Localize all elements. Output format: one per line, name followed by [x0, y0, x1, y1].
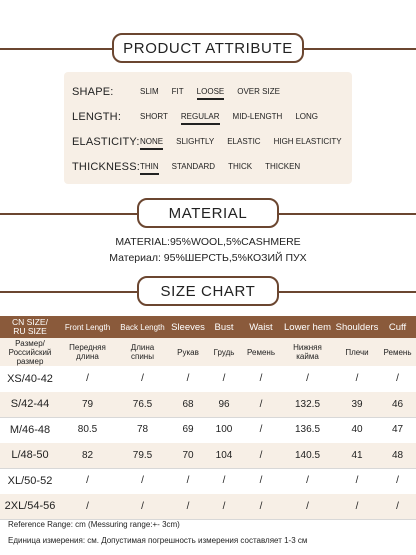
attribute-option: REGULAR [180, 112, 220, 121]
reference-note-en: Reference Range: cm (Messuring range:+- 3cm) [8, 520, 180, 529]
table-cell: 46 [391, 398, 404, 410]
table-cell: XS/40-42 [7, 372, 53, 385]
table-cell: 140.5 [294, 449, 321, 461]
table-cell: 100 [215, 424, 233, 436]
table-cell: / [306, 500, 309, 512]
table-cell: / [355, 475, 359, 487]
table-cell: / [141, 500, 144, 512]
table-cell: 41 [351, 449, 363, 461]
table-cell: / [355, 500, 359, 512]
table-row [0, 468, 416, 495]
table-cell: Ремень [247, 347, 275, 357]
attribute-option: THICK [228, 162, 253, 171]
header-rule-right [279, 213, 416, 215]
table-cell: Lower hem [284, 321, 331, 333]
attribute-label: THICKNESS: [72, 161, 141, 173]
attribute-option: STANDARD [171, 162, 216, 171]
attribute-label: ELASTICITY: [72, 136, 140, 148]
table-cell: Нижняя кайма [293, 343, 322, 361]
table-cell: Ремень [383, 347, 412, 357]
table-cell: / [355, 373, 359, 385]
table-cell: / [259, 424, 263, 436]
attribute-option: THIN [140, 162, 159, 171]
table-cell: 2XL/54-56 [4, 500, 56, 513]
table-cell: / [186, 373, 190, 385]
table-cell: 132.5 [294, 398, 321, 410]
table-cell: Cuff [388, 321, 407, 333]
table-cell: 68 [182, 398, 194, 410]
table-cell: 39 [351, 398, 363, 410]
table-cell: 80.5 [77, 424, 98, 436]
table-cell: / [186, 500, 190, 512]
size-chart-header [0, 276, 416, 306]
table-row [0, 443, 416, 470]
material-title: MATERIAL [137, 198, 279, 228]
attribute-option: FIT [171, 87, 184, 96]
table-cell: 40 [351, 424, 363, 436]
attribute-row [72, 157, 313, 177]
table-cell: / [86, 475, 89, 487]
header-rule-right [279, 291, 416, 293]
table-cell: 79.5 [132, 449, 153, 461]
table-row [0, 366, 416, 393]
table-row [0, 417, 416, 444]
table-cell: CN SIZE/ RU SIZE [12, 317, 48, 336]
table-cell: S/42-44 [10, 398, 50, 411]
table-cell: / [186, 475, 190, 487]
attribute-label: SHAPE: [72, 86, 114, 98]
table-cell: / [222, 475, 226, 487]
table-cell: Front Length [64, 322, 111, 332]
table-cell: XL/50-52 [7, 474, 53, 487]
attribute-label: LENGTH: [72, 111, 122, 123]
attribute-option: SHORT [140, 112, 168, 121]
table-cell: Bust [214, 321, 234, 333]
table-cell: / [222, 500, 226, 512]
table-cell: / [396, 500, 399, 512]
table-cell: M/46-48 [9, 423, 51, 436]
product-attribute-title: PRODUCT ATTRIBUTE [112, 33, 304, 63]
attribute-option: NONE [140, 137, 164, 146]
table-cell: / [141, 475, 144, 487]
table-row [0, 392, 416, 419]
table-cell: Back Length [120, 322, 165, 332]
table-cell: / [259, 500, 263, 512]
attribute-option: SLIM [140, 87, 159, 96]
table-cell: 104 [215, 449, 233, 461]
table-cell: / [259, 475, 263, 487]
header-rule-right [304, 48, 416, 50]
attribute-row [72, 82, 293, 102]
table-cell: / [306, 373, 309, 385]
table-cell: / [222, 373, 226, 385]
header-rule-left [0, 48, 112, 50]
table-cell: / [259, 398, 263, 410]
attribute-option: LONG [295, 112, 318, 121]
table-cell: Размер/ Российский размер [8, 338, 52, 366]
table-cell: Sleeves [171, 321, 205, 333]
table-cell: Рукав [177, 347, 199, 357]
table-cell: L/48-50 [11, 449, 49, 462]
attribute-option: LOOSE [196, 87, 225, 96]
attribute-option: ELASTIC [227, 137, 261, 146]
material-header [0, 198, 416, 228]
table-row [0, 494, 416, 521]
table-cell: / [259, 449, 263, 461]
table-cell: Передняя длина [69, 343, 106, 361]
table-cell: / [86, 500, 89, 512]
table-header-en [0, 316, 416, 338]
table-cell: / [141, 373, 144, 385]
attribute-row [72, 132, 355, 152]
table-cell: Waist [249, 321, 273, 333]
table-cell: / [396, 475, 399, 487]
table-cell: 48 [391, 449, 404, 461]
table-cell: / [306, 475, 309, 487]
attribute-row [72, 107, 331, 127]
table-cell: 82 [81, 449, 94, 461]
header-rule-left [0, 291, 137, 293]
table-cell: / [259, 373, 263, 385]
table-cell: Плечи [345, 347, 369, 357]
table-header-ru [0, 338, 416, 366]
material-en: MATERIAL:95%WOOL,5%CASHMERE [115, 236, 301, 248]
table-cell: Длина спины [130, 343, 155, 361]
table-cell: 47 [391, 424, 404, 436]
table-cell: 96 [218, 398, 230, 410]
table-cell: 136.5 [294, 424, 321, 436]
table-cell: Shoulders [335, 321, 379, 333]
table-cell: Грудь [213, 347, 235, 357]
table-cell: 70 [182, 449, 194, 461]
product-attribute-header [0, 33, 416, 63]
attribute-option: MID-LENGTH [232, 112, 283, 121]
attribute-option: HIGH ELASTICITY [273, 137, 342, 146]
table-cell: 69 [182, 424, 194, 436]
header-rule-left [0, 213, 137, 215]
table-cell: 76.5 [132, 398, 153, 410]
table-cell: / [86, 373, 89, 385]
table-cell: 78 [136, 424, 149, 436]
attribute-option: OVER SIZE [237, 87, 280, 96]
material-ru: Материал: 95%ШЕРСТЬ,5%КОЗИЙ ПУХ [109, 252, 307, 264]
attribute-option: THICKEN [265, 162, 301, 171]
table-cell: 79 [81, 398, 94, 410]
attribute-option: SLIGHTLY [176, 137, 215, 146]
table-cell: / [396, 373, 399, 385]
reference-note-ru: Единица измерения: см. Допустимая погрешность измерения составляет 1-3 см [8, 536, 308, 545]
size-chart-title: SIZE CHART [137, 276, 279, 306]
